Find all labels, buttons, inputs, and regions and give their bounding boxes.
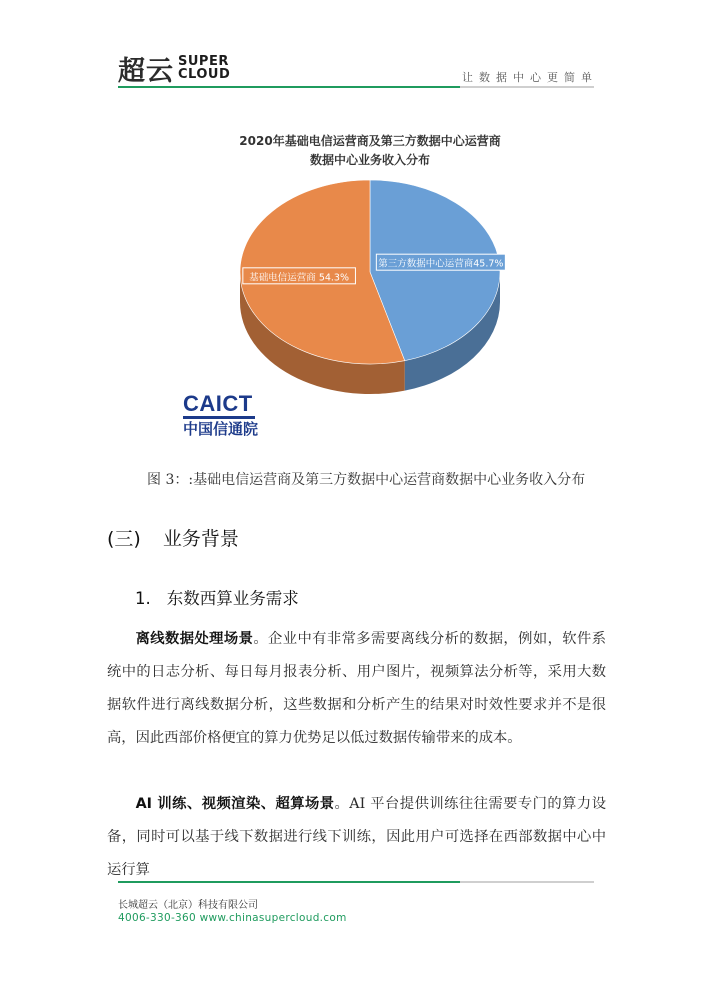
header-slogan: 让数据中心更简单: [462, 71, 598, 84]
pie-label-0: 第三方数据中心运营商45.7%: [378, 258, 504, 270]
logo-english-line1: SUPER: [178, 54, 229, 69]
caict-logo-bar: [183, 416, 255, 419]
chart-title-line1: 2020年基础电信运营商及第三方数据中心运营商: [239, 134, 501, 148]
footer-divider: [118, 881, 594, 883]
figure-caption: 图 3：:基础电信运营商及第三方数据中心运营商数据中心业务收入分布: [147, 472, 586, 488]
footer-contact: 4006-330-360 www.chinasupercloud.com: [118, 912, 347, 924]
caict-logo-chinese: 中国信通院: [183, 420, 259, 438]
paragraph-ai: [107, 788, 606, 887]
logo-english-line2: CLOUD: [178, 67, 231, 82]
caict-logo: [183, 393, 258, 438]
subsection-number: 1.: [135, 589, 151, 608]
caict-logo-english: CAICT: [183, 391, 253, 416]
pie-chart: [220, 170, 520, 410]
paragraph-text: 。企业中有非常多需要离线分析的数据，例如，软件系统中的日志分析、每日每月报表分析、用户图片，视频算法分析等，采用大数据软件进行离线数据分析，这些数据和分析产生的结果对时效性要求并不是很高，因此西部价格便宜的算力优势足以低过数据传输带来的成本。: [107, 631, 607, 746]
paragraph-text: 。AI 平台提供训练往往需要专门的算力设备，同时可以基于线下数据进行线下训练，因此用户可选择在西部数据中心中运行算: [107, 796, 606, 878]
paragraph-offline: [107, 623, 606, 755]
header-divider: [118, 86, 594, 88]
subsection-title: 东数西算业务需求: [166, 589, 299, 608]
chart-title-line2: 数据中心业务收入分布: [309, 153, 430, 167]
logo-chinese: 超云: [118, 55, 174, 87]
footer-company: 长城超云（北京）科技有限公司: [118, 900, 258, 911]
section-number: (三): [107, 528, 141, 550]
logo-english: [178, 55, 230, 81]
pie-label-1: 基础电信运营商 54.3%: [249, 272, 350, 284]
subsection-heading: [135, 585, 299, 609]
section-title: 业务背景: [162, 528, 239, 550]
paragraph-lead: AI 训练、视频渲染、超算场景: [135, 796, 335, 812]
brand-logo: [118, 50, 230, 86]
paragraph-lead: 离线数据处理场景: [135, 631, 254, 647]
section-heading: [107, 524, 239, 551]
